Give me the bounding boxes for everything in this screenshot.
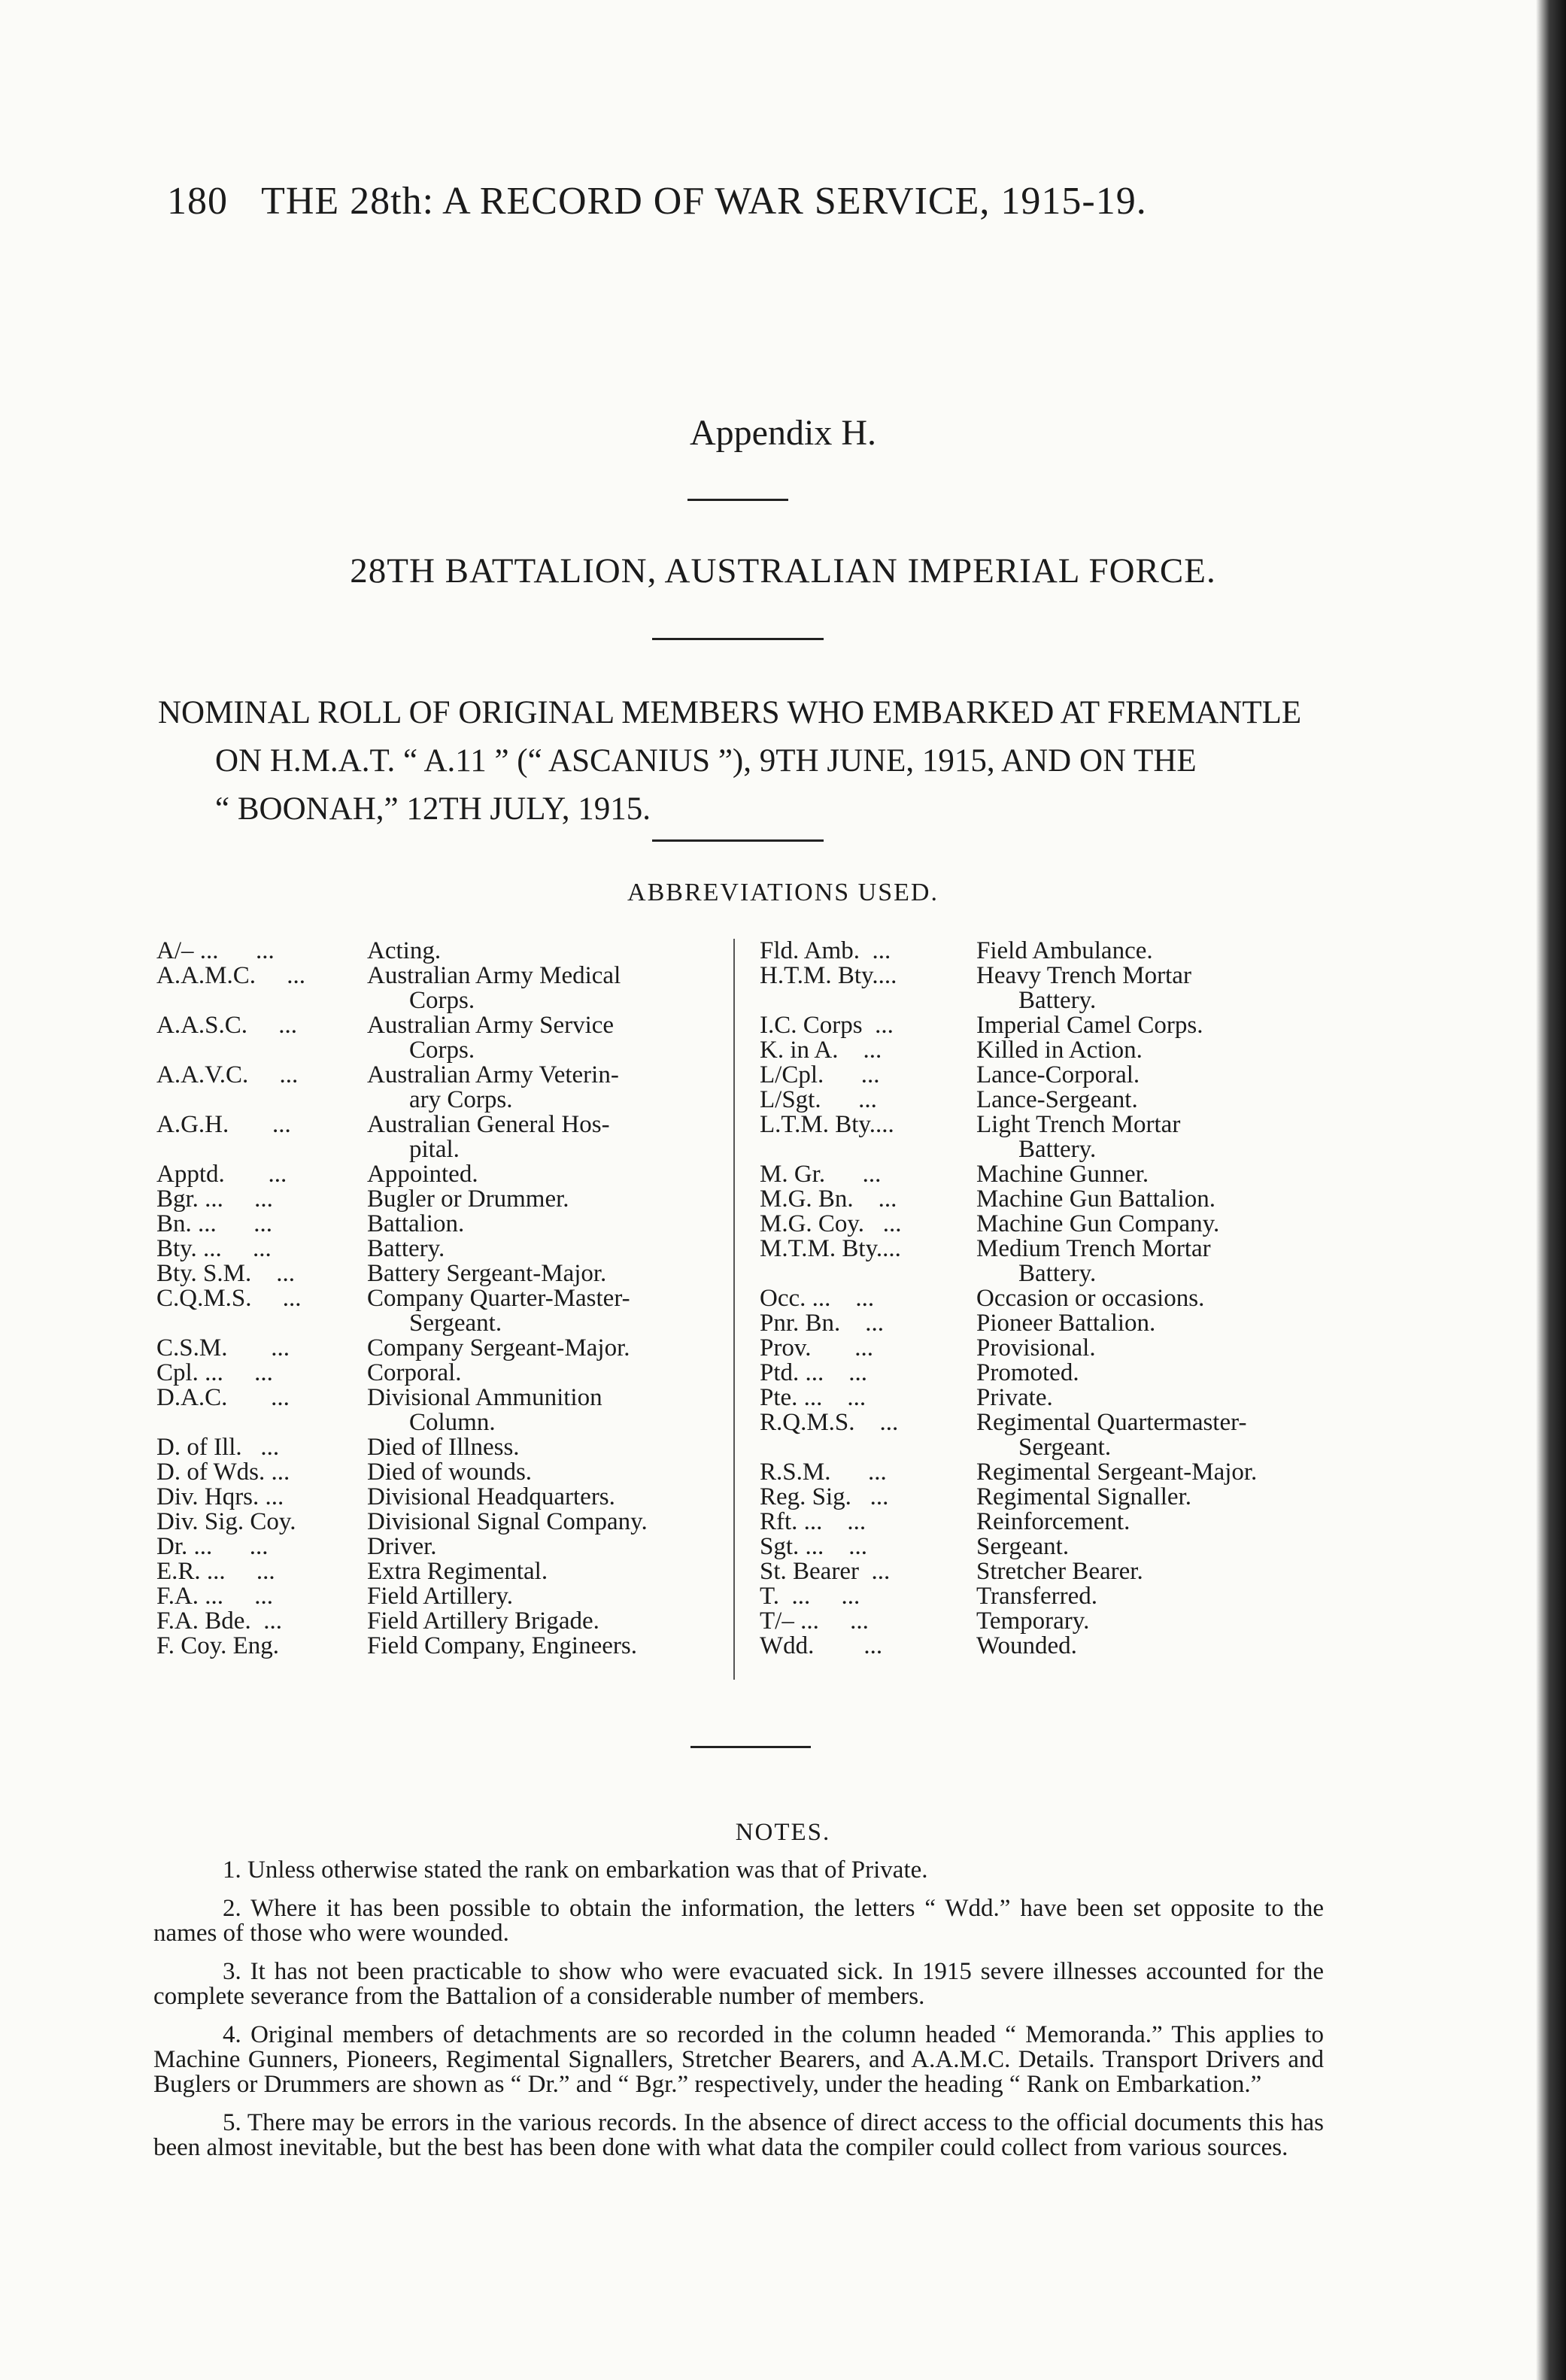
meaning-line: Wounded.: [976, 1632, 1077, 1659]
meaning-line: Occasion or occasions.: [976, 1285, 1205, 1312]
meaning-line: Transferred.: [976, 1583, 1097, 1610]
abbreviation: A.A.S.C. ...: [156, 1012, 298, 1039]
abbreviation-row: [760, 1609, 1319, 1634]
abbreviation-row: [156, 1261, 706, 1286]
meaning-line: Regimental Quartermaster-: [976, 1409, 1247, 1436]
meaning-line: Battery Sergeant-Major.: [367, 1260, 607, 1287]
abbreviation-row: [760, 1510, 1319, 1535]
abbreviation-meaning: [367, 1609, 706, 1634]
meaning-line: Lance-Sergeant.: [976, 1086, 1138, 1113]
abbreviation-row: [760, 1485, 1319, 1510]
meaning-line: Extra Regimental.: [367, 1558, 548, 1585]
note-item: 1. Unless otherwise stated the rank on embarkation was that of Private.: [223, 1856, 928, 1884]
abbreviation-meaning: [367, 1361, 706, 1386]
abbreviation-row: [156, 964, 706, 1013]
abbreviation-row: [760, 1311, 1319, 1336]
abbreviation: K. in A. ...: [760, 1037, 882, 1064]
abbreviation: E.R. ... ...: [156, 1558, 275, 1585]
battalion-title: 28TH BATTALION, AUSTRALIAN IMPERIAL FORCE.: [350, 551, 1216, 590]
abbreviation-row: [760, 1013, 1319, 1038]
abbreviation: Bty. ... ...: [156, 1235, 272, 1262]
abbreviation-row: [760, 1634, 1319, 1659]
note-item: 4. Original members of detachments are so recorded in the column headed “ Memoranda.” This applies to Machine Gunners, Pioneers, Regimental Signallers, Stretcher Bearers, and A.A.M.C. Details. Transport Drivers and Buglers or Drummers are shown as “ Dr.” and “ Bgr.” respectively, under the heading “ Rank on Embarkation.”: [153, 2021, 1324, 2098]
nominal-roll-line-3: “ BOONAH,” 12TH JULY, 1915.: [215, 791, 651, 827]
abbreviation: A.A.M.C. ...: [156, 962, 306, 989]
abbreviation-row: [156, 1237, 706, 1261]
abbreviation: M.G. Bn. ...: [760, 1185, 897, 1213]
meaning-line: Killed in Action.: [976, 1037, 1143, 1064]
abbreviation-meaning: [367, 1460, 706, 1485]
abbreviations-title: ABBREVIATIONS USED.: [627, 879, 939, 906]
abbreviation-row: [760, 1361, 1319, 1386]
abbreviation: Pnr. Bn. ...: [760, 1310, 885, 1337]
abbreviation-meaning: [976, 1485, 1319, 1510]
meaning-line: Field Ambulance.: [976, 937, 1153, 964]
abbreviation-meaning: [976, 964, 1319, 1013]
abbreviation-row: [760, 1386, 1319, 1410]
meaning-line: Sergeant.: [976, 1533, 1070, 1560]
meaning-line: Imperial Camel Corps.: [976, 1012, 1203, 1039]
abbreviation: R.Q.M.S. ...: [760, 1409, 899, 1436]
meaning-line: Battery.: [1018, 987, 1097, 1014]
running-header: [167, 179, 1340, 223]
abbreviation-row: [156, 1063, 706, 1113]
abbreviation: Bn. ... ...: [156, 1210, 273, 1237]
notes-separator: [690, 1746, 811, 1748]
note-item: 5. There may be errors in the various records. In the absence of direct access to the official documents this has been almost inevitable, but the best has been done with what data the compiler could collect from various sources.: [153, 2109, 1324, 2161]
abbreviation-row: [156, 1361, 706, 1386]
abbreviation: Dr. ... ...: [156, 1533, 269, 1560]
abbreviation-row: [156, 1212, 706, 1237]
abbreviation: M.G. Coy. ...: [760, 1210, 902, 1237]
abbreviation-meaning: [367, 1063, 706, 1113]
meaning-line: Australian Army Veterin-: [367, 1061, 619, 1088]
abbreviation-row: [760, 1535, 1319, 1559]
abbreviation-row: [156, 1435, 706, 1460]
abbreviation-meaning: [976, 1559, 1319, 1584]
meaning-line: Promoted.: [976, 1359, 1079, 1386]
abbreviation-row: [156, 1609, 706, 1634]
abbreviation-meaning: [976, 939, 1319, 964]
abbreviation-row: [760, 1088, 1319, 1113]
abbreviation-meaning: [367, 1535, 706, 1559]
running-title: THE 28th: A RECORD OF WAR SERVICE, 1915-19.: [261, 180, 1147, 223]
meaning-line: Corps.: [409, 1037, 475, 1064]
abbreviation-meaning: [976, 1187, 1319, 1212]
abbreviation-meaning: [976, 1311, 1319, 1336]
abbreviation-meaning: [976, 1113, 1319, 1162]
abbreviation-row: [156, 1634, 706, 1659]
abbreviation-meaning: [367, 1634, 706, 1659]
meaning-line: Private.: [976, 1384, 1053, 1411]
appendix-title: Appendix H.: [690, 413, 876, 453]
meaning-line: Field Artillery Brigade.: [367, 1607, 599, 1635]
abbreviation: Wdd. ...: [760, 1632, 883, 1659]
abbreviation: Apptd. ...: [156, 1161, 287, 1188]
abbreviation: Bty. S.M. ...: [156, 1260, 295, 1287]
meaning-line: Bugler or Drummer.: [367, 1185, 569, 1213]
abbreviation-row: [760, 1063, 1319, 1088]
abbreviation-row: [760, 939, 1319, 964]
meaning-line: Driver.: [367, 1533, 437, 1560]
abbreviation-meaning: [976, 1038, 1319, 1063]
abbreviation-row: [760, 1584, 1319, 1609]
abbreviation-meaning: [976, 1237, 1319, 1286]
meaning-line: Battery.: [1018, 1136, 1097, 1163]
abbreviation: Occ. ... ...: [760, 1285, 875, 1312]
abbreviation-row: [760, 1286, 1319, 1311]
meaning-line: ary Corps.: [409, 1086, 513, 1113]
abbreviation-row: [156, 1113, 706, 1162]
meaning-line: Machine Gun Battalion.: [976, 1185, 1216, 1213]
abbreviation: Fld. Amb. ...: [760, 937, 891, 964]
abbreviation: C.S.M. ...: [156, 1334, 290, 1362]
meaning-line: Company Sergeant-Major.: [367, 1334, 630, 1362]
meaning-line: Machine Gun Company.: [976, 1210, 1220, 1237]
abbreviation-meaning: [976, 1460, 1319, 1485]
abbreviation-meaning: [367, 1485, 706, 1510]
abbreviation-meaning: [976, 1212, 1319, 1237]
abbreviation: F.A. Bde. ...: [156, 1607, 282, 1635]
abbreviation-row: [156, 1535, 706, 1559]
meaning-line: Lance-Corporal.: [976, 1061, 1140, 1088]
note-item: 3. It has not been practicable to show who were evacuated sick. In 1915 severe illnesses accounted for the complete severance from the Battalion of a considerable number of members.: [153, 1958, 1324, 2010]
abbreviation-row: [760, 1187, 1319, 1212]
abbreviation-row: [156, 1013, 706, 1063]
abbreviation: A/– ... ...: [156, 937, 275, 964]
abbreviation-row: [156, 1386, 706, 1435]
abbreviation-row: [760, 1212, 1319, 1237]
abbreviation-row: [760, 1410, 1319, 1460]
abbreviation: St. Bearer ...: [760, 1558, 891, 1585]
abbreviation-meaning: [367, 1336, 706, 1361]
abbreviation-meaning: [976, 1013, 1319, 1038]
abbreviation-meaning: [976, 1336, 1319, 1361]
abbreviation-meaning: [976, 1535, 1319, 1559]
meaning-line: Battery.: [367, 1235, 445, 1262]
notes-body: [153, 1858, 1324, 2174]
abbreviation-meaning: [976, 1063, 1319, 1088]
abbreviation: Sgt. ... ...: [760, 1533, 868, 1560]
note-item: 2. Where it has been possible to obtain the information, the letters “ Wdd.” have been set opposite to the names of those who were wounded.: [153, 1895, 1324, 1947]
abbreviation: D. of Ill. ...: [156, 1434, 280, 1461]
abbreviation: Ptd. ... ...: [760, 1359, 868, 1386]
meaning-line: Stretcher Bearer.: [976, 1558, 1143, 1585]
abbreviation-row: [156, 1286, 706, 1336]
scan-binding-edge: [1536, 0, 1566, 2380]
abbreviation-row: [760, 1559, 1319, 1584]
abbreviation-meaning: [367, 1113, 706, 1162]
meaning-line: Regimental Sergeant-Major.: [976, 1459, 1258, 1486]
abbreviation-meaning: [976, 1088, 1319, 1113]
abbreviation-meaning: [976, 1510, 1319, 1535]
divider-rule: [652, 638, 824, 640]
meaning-line: Divisional Signal Company.: [367, 1508, 648, 1535]
abbreviation: Reg. Sig. ...: [760, 1483, 889, 1510]
abbreviation: Bgr. ... ...: [156, 1185, 273, 1213]
meaning-line: Died of wounds.: [367, 1459, 533, 1486]
page-number: 180: [167, 180, 228, 223]
abbreviation-row: [156, 1510, 706, 1535]
abbreviation-row: [760, 1162, 1319, 1187]
abbreviation-row: [156, 1559, 706, 1584]
abbreviation-meaning: [367, 1286, 706, 1336]
abbreviation: H.T.M. Bty....: [760, 962, 897, 989]
meaning-line: Light Trench Mortar: [976, 1111, 1181, 1138]
abbreviation-row: [156, 1162, 706, 1187]
abbreviation-meaning: [976, 1162, 1319, 1187]
abbreviation-meaning: [976, 1286, 1319, 1311]
meaning-line: Heavy Trench Mortar: [976, 962, 1191, 989]
meaning-line: Appointed.: [367, 1161, 478, 1188]
meaning-line: Sergeant.: [1018, 1434, 1112, 1461]
abbreviation-meaning: [367, 1559, 706, 1584]
abbreviation-meaning: [976, 1410, 1319, 1460]
abbreviation: T. ... ...: [760, 1583, 860, 1610]
abbreviation-meaning: [367, 1212, 706, 1237]
abbreviation-row: [760, 1336, 1319, 1361]
meaning-line: Temporary.: [976, 1607, 1090, 1635]
abbreviation-meaning: [367, 1237, 706, 1261]
abbreviation-row: [156, 1584, 706, 1609]
abbreviation-row: [760, 1113, 1319, 1162]
abbreviation: Div. Hqrs. ...: [156, 1483, 284, 1510]
meaning-line: Machine Gunner.: [976, 1161, 1149, 1188]
abbreviation-row: [760, 1237, 1319, 1286]
meaning-line: Corps.: [409, 987, 475, 1014]
meaning-line: Sergeant.: [409, 1310, 502, 1337]
abbreviation: A.G.H. ...: [156, 1111, 291, 1138]
meaning-line: Australian Army Medical: [367, 962, 621, 989]
abbreviation-row: [156, 1460, 706, 1485]
meaning-line: Australian Army Service: [367, 1012, 615, 1039]
abbreviations-right-column: [760, 939, 1319, 1659]
abbreviation: Pte. ... ...: [760, 1384, 866, 1411]
meaning-line: Column.: [409, 1409, 496, 1436]
abbreviation: L/Sgt. ...: [760, 1086, 877, 1113]
abbreviation-meaning: [367, 1013, 706, 1063]
abbreviation: D.A.C. ...: [156, 1384, 290, 1411]
meaning-line: Divisional Ammunition: [367, 1384, 602, 1411]
meaning-line: Reinforcement.: [976, 1508, 1130, 1535]
divider-rule: [652, 839, 824, 842]
abbreviation: M. Gr. ...: [760, 1161, 882, 1188]
abbreviation-row: [156, 1336, 706, 1361]
meaning-line: Battery.: [1018, 1260, 1097, 1287]
meaning-line: Field Artillery.: [367, 1583, 514, 1610]
meaning-line: Australian General Hos-: [367, 1111, 610, 1138]
abbreviation-meaning: [367, 1187, 706, 1212]
abbreviation-meaning: [976, 1634, 1319, 1659]
meaning-line: Company Quarter-Master-: [367, 1285, 630, 1312]
abbreviation: D. of Wds. ...: [156, 1459, 290, 1486]
abbreviation: Cpl. ... ...: [156, 1359, 273, 1386]
abbreviation-meaning: [367, 939, 706, 964]
abbreviation-row: [156, 939, 706, 964]
meaning-line: Field Company, Engineers.: [367, 1632, 637, 1659]
abbreviation-meaning: [367, 1261, 706, 1286]
nominal-roll-heading: [158, 689, 1331, 833]
abbreviation: F. Coy. Eng.: [156, 1632, 279, 1659]
meaning-line: Regimental Signaller.: [976, 1483, 1191, 1510]
meaning-line: Divisional Headquarters.: [367, 1483, 615, 1510]
nominal-roll-line-1: NOMINAL ROLL OF ORIGINAL MEMBERS WHO EMBARKED AT FREMANTLE: [158, 695, 1302, 730]
abbreviation: F.A. ... ...: [156, 1583, 274, 1610]
abbreviation: M.T.M. Bty....: [760, 1235, 901, 1262]
abbreviation-row: [156, 1187, 706, 1212]
meaning-line: pital.: [409, 1136, 460, 1163]
abbreviation-row: [760, 1038, 1319, 1063]
abbreviation: A.A.V.C. ...: [156, 1061, 299, 1088]
abbreviation-row: [760, 1460, 1319, 1485]
nominal-roll-line-2: ON H.M.A.T. “ A.11 ” (“ ASCANIUS ”), 9TH JUNE, 1915, AND ON THE: [215, 743, 1197, 779]
divider-rule: [687, 499, 788, 501]
abbreviation-meaning: [976, 1386, 1319, 1410]
abbreviations-left-column: [156, 939, 706, 1659]
abbreviation: R.S.M. ...: [760, 1459, 887, 1486]
abbreviation-meaning: [367, 1510, 706, 1535]
meaning-line: Pioneer Battalion.: [976, 1310, 1156, 1337]
abbreviation: Div. Sig. Coy.: [156, 1508, 296, 1535]
abbreviation: L/Cpl. ...: [760, 1061, 880, 1088]
abbreviation-meaning: [367, 1435, 706, 1460]
abbreviation: I.C. Corps ...: [760, 1012, 894, 1039]
meaning-line: Medium Trench Mortar: [976, 1235, 1211, 1262]
abbreviation: T/– ... ...: [760, 1607, 869, 1635]
abbreviation-meaning: [367, 964, 706, 1013]
abbreviation-meaning: [976, 1361, 1319, 1386]
abbreviation-row: [156, 1485, 706, 1510]
abbreviation-meaning: [976, 1584, 1319, 1609]
abbreviation-meaning: [367, 1386, 706, 1435]
meaning-line: Battalion.: [367, 1210, 465, 1237]
abbreviation-meaning: [976, 1609, 1319, 1634]
abbreviation: C.Q.M.S. ...: [156, 1285, 302, 1312]
abbreviation-meaning: [367, 1162, 706, 1187]
abbreviation: L.T.M. Bty....: [760, 1111, 894, 1138]
meaning-line: Provisional.: [976, 1334, 1096, 1362]
meaning-line: Corporal.: [367, 1359, 462, 1386]
abbreviation-row: [760, 964, 1319, 1013]
meaning-line: Acting.: [367, 937, 442, 964]
abbreviation-meaning: [367, 1584, 706, 1609]
abbreviation: Rft. ... ...: [760, 1508, 866, 1535]
notes-title: NOTES.: [735, 1819, 831, 1846]
column-divider: [733, 939, 735, 1680]
meaning-line: Died of Illness.: [367, 1434, 520, 1461]
abbreviation: Prov. ...: [760, 1334, 873, 1362]
